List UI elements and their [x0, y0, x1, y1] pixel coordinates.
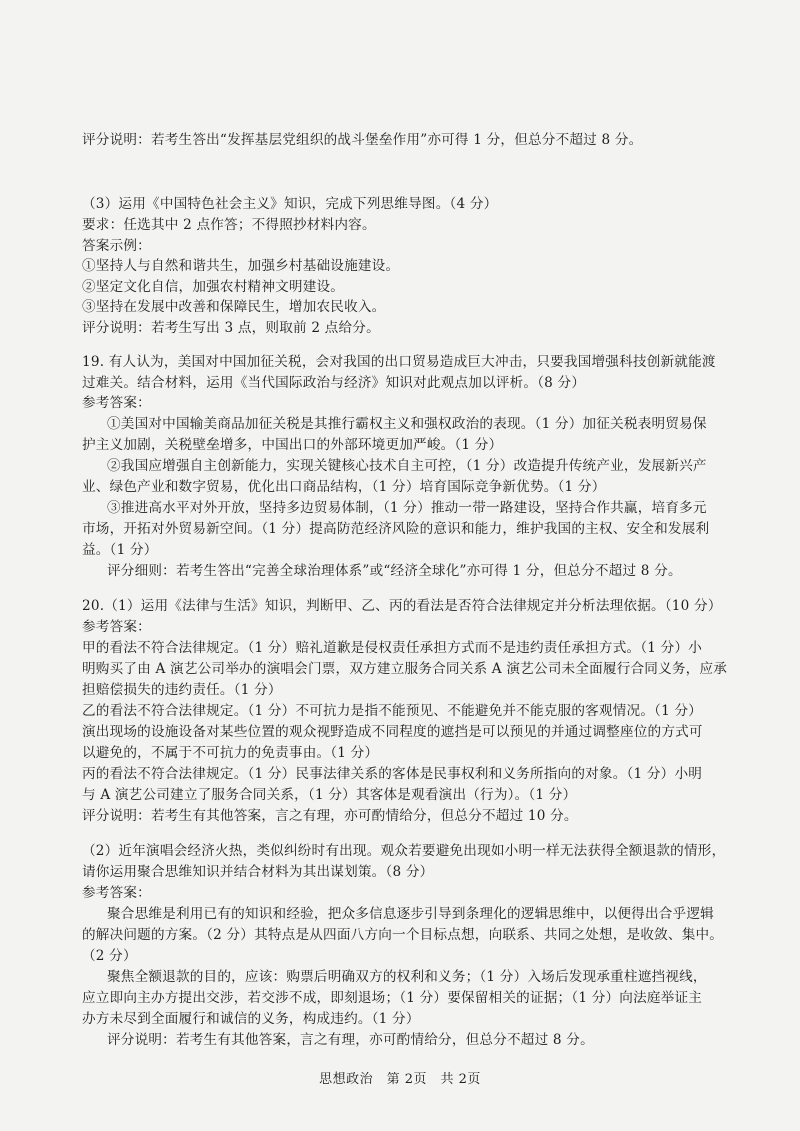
question-20-2-line-2: 请你运用聚合思维知识并结合材料为其出谋划策。（8 分）: [82, 864, 434, 880]
answer-20-yi-line-2: 演出现场的设施设备对某些位置的观众视野造成不同程度的遮挡是可以预见的并通过调整座位的方式可: [82, 724, 703, 740]
scoring-detail-19: 评分细则：若考生答出“完善全球治理体系”或“经济全球化”亦可得 1 分，但总分不超过 8 分。: [107, 563, 682, 579]
answer-20-yi-line-3: 以避免的，不属于不可抗力的免责事由。（1 分）: [82, 745, 379, 761]
scoring-note-20-2: 评分说明：若考生有其他答案，言之有理，亦可酌情给分，但总分不超过 8 分。: [107, 1032, 594, 1048]
scoring-note-18-2: 评分说明：若考生答出“发挥基层党组织的战斗堡垒作用”亦可得 1 分，但总分不超过 8 分。: [82, 132, 643, 148]
page-footer: 思想政治 第 2页 共 2页: [319, 1072, 481, 1087]
question-20-2-line-1: （2）近年演唱会经济火热，类似纠纷时有出现。观众若要避免出现如小明一样无法获得全额退款的情形，: [82, 843, 726, 859]
answer-20-jia-line-1: 甲的看法不符合法律规定。（1 分）赔礼道歉是侵权责任承担方式而不是违约责任承担方式。（1 分）小: [82, 640, 703, 656]
answer-20-jia-line-3: 担赔偿损失的违约责任。（1 分）: [82, 682, 282, 698]
answer-19-p2-line-2: 业、绿色产业和数字贸易，优化出口商品结构，（1 分）培育国际竞争新优势。（1 分）: [82, 479, 606, 495]
reference-answer-label: 参考答案：: [82, 619, 151, 635]
answer-19-p1-line-2: 护主义加剧，关税壁垒增多，中国出口的外部环境更加严峻。（1 分）: [82, 437, 503, 453]
answer-20-2-p2-line-3: 办方未尽到全面履行和诚信的义务，构成违约。（1 分）: [82, 1011, 420, 1027]
answer-20-2-p1-line-1: 聚合思维是利用已有的知识和经验，把众多信息逐步引导到条理化的逻辑思维中，以便得出合乎逻辑: [107, 906, 714, 922]
answer-19-p3-line-3: 益。（1 分）: [82, 542, 158, 558]
answer-point-2: ②坚定文化自信，加强农村精神文明建设。: [82, 279, 345, 295]
answer-19-p3-line-1: ③推进高水平对外开放，坚持多边贸易体制，（1 分）推动一带一路建设，坚持合作共赢，培育多元: [107, 500, 707, 516]
answer-point-3: ③坚持在发展中改善和保障民生，增加农民收入。: [82, 299, 386, 315]
scoring-note-20-1: 评分说明：若考生有其他答案，言之有理，亦可酌情给分，但总分不超过 10 分。: [82, 808, 578, 824]
reference-answer-label: 参考答案：: [82, 395, 151, 411]
answer-20-bing-line-1: 丙的看法不符合法律规定。（1 分）民事法律关系的客体是民事权利和义务所指向的对象。（1 分）小明: [82, 766, 703, 782]
question-20-1-title: 20.（1）运用《法律与生活》知识，判断甲、乙、丙的看法是否符合法律规定并分析法理依据。（10 分）: [82, 598, 722, 614]
reference-answer-label: 参考答案：: [82, 885, 151, 901]
answer-20-bing-line-2: 与 A 演艺公司建立了服务合同关系，（1 分）其客体是观看演出（行为）。（1 分）: [82, 787, 577, 803]
answer-19-p3-line-2: 市场，开拓对外贸易新空间。（1 分）提高防范经济风险的意识和能力，维护我国的主权、安全和发展利: [82, 521, 710, 537]
question-18-3-title: （3）运用《中国特色社会主义》知识，完成下列思维导图。（4 分）: [82, 196, 498, 212]
answer-20-2-p2-line-2: 应立即向主办方提出交涉，若交涉不成，即刻退场；（1 分）要保留相关的证据；（1 分）向法庭举证主: [82, 990, 703, 1006]
question-19-line-1: 19. 有人认为，美国对中国加征关税，会对我国的出口贸易造成巨大冲击，只要我国增强科技创新就能渡: [82, 354, 716, 370]
answer-20-2-p2-line-1: 聚焦全额退款的目的，应该：购票后明确双方的权利和义务；（1 分）入场后发现承重柱遮挡视线，: [107, 969, 707, 985]
answer-20-yi-line-1: 乙的看法不符合法律规定。（1 分）不可抗力是指不能预见、不能避免并不能克服的客观情况。（1 分）: [82, 703, 703, 719]
answer-19-p2-line-1: ②我国应增强自主创新能力，实现关键核心技术自主可控，（1 分）改造提升传统产业，发展新兴产: [107, 458, 707, 474]
answer-20-2-p1-line-2: 的解决问题的方案。（2 分）其特点是从四面八方向一个目标点想，向联系、共同之处想，是收敛、集中。: [82, 927, 724, 943]
answer-19-p1-line-1: ①美国对中国输美商品加征关税是其推行霸权主义和强权政治的表现。（1 分）加征关税表明贸易保: [107, 416, 707, 432]
requirement-line: 要求：任选其中 2 点作答；不得照抄材料内容。: [82, 217, 376, 233]
answer-20-2-p1-line-3: （2 分）: [82, 948, 137, 964]
answer-20-jia-line-2: 明购买了由 A 演艺公司举办的演唱会门票，双方建立服务合同关系 A 演艺公司未全面履行合同义务，应承: [82, 661, 728, 677]
answer-example-label: 答案示例：: [82, 238, 151, 254]
question-19-line-2: 过难关。结合材料，运用《当代国际政治与经济》知识对此观点加以评析。（8 分）: [82, 375, 586, 391]
answer-point-1: ①坚持人与自然和谐共生，加强乡村基础设施建设。: [82, 258, 400, 274]
scoring-note-18-3: 评分说明：若考生写出 3 点，则取前 2 点给分。: [82, 320, 380, 336]
